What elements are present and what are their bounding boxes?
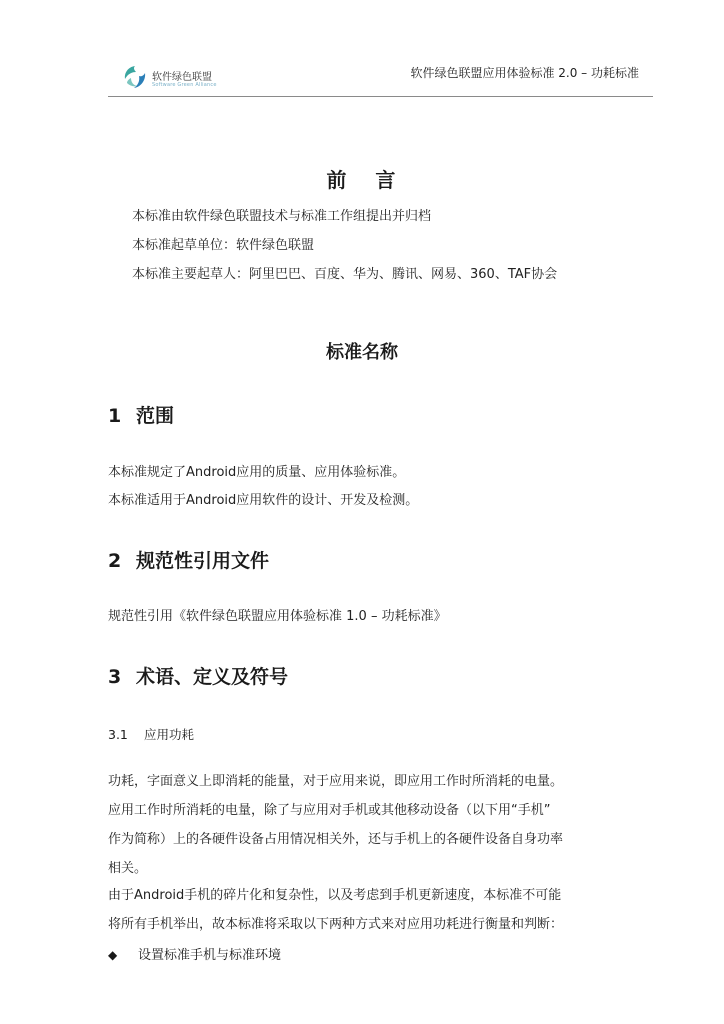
- section-2-line-1: 规范性引用《软件绿色联盟应用体验标准 1.0 – 功耗标准》: [108, 609, 447, 624]
- diamond-bullet-icon: ◆: [108, 948, 118, 962]
- section-3-line-3: 作为简称）上的各硬件设备占用情况相关外，还与手机上的各硬件设备自身功率: [108, 832, 564, 847]
- section-3-line-4: 相关。: [108, 861, 148, 876]
- section-1-title: 范围: [136, 405, 175, 427]
- section-3-title: 术语、定义及符号: [136, 666, 289, 688]
- subsection-3-1-number: 3.1: [108, 727, 128, 742]
- preface-line-3: 本标准主要起草人：阿里巴巴、百度、华为、腾讯、网易、360、TAF协会: [132, 267, 558, 282]
- section-2-number: 2: [108, 550, 122, 572]
- section-3-line-2: 应用工作时所消耗的电量，除了与应用对手机或其他移动设备（以下用“手机”: [108, 803, 551, 818]
- leaf-swirl-icon: [122, 64, 148, 90]
- page-header: [108, 58, 653, 97]
- section-3-line-5: 由于Android手机的碎片化和复杂性，以及考虑到手机更新速度，本标准不可能: [108, 888, 562, 903]
- header-document-title: 软件绿色联盟应用体验标准 2.0 – 功耗标准: [410, 66, 639, 80]
- bullet-item: [108, 944, 281, 963]
- section-3-number: 3: [108, 666, 122, 688]
- section-1-line-2: 本标准适用于Android应用软件的设计、开发及检测。: [108, 493, 419, 508]
- preface-line-1: 本标准由软件绿色联盟技术与标准工作组提出并归档: [132, 209, 432, 224]
- section-2-heading: [108, 546, 269, 573]
- preface-heading: 前 言: [326, 168, 398, 192]
- section-2-title: 规范性引用文件: [136, 550, 270, 572]
- subsection-3-1-title: 应用功耗: [144, 727, 195, 742]
- bullet-item-text: 设置标准手机与标准环境: [138, 948, 282, 963]
- logo-english-name: Software Green Alliance: [152, 82, 217, 88]
- preface-line-2: 本标准起草单位：软件绿色联盟: [132, 238, 315, 253]
- section-3-heading: [108, 662, 288, 689]
- standard-name-heading: 标准名称: [326, 342, 398, 363]
- alliance-logo: [122, 64, 242, 94]
- section-1-line-1: 本标准规定了Android应用的质量、应用体验标准。: [108, 465, 406, 480]
- section-1-number: 1: [108, 405, 122, 427]
- section-3-line-1: 功耗，字面意义上即消耗的能量，对于应用来说，即应用工作时所消耗的电量。: [108, 774, 564, 789]
- logo-chinese-name: 软件绿色联盟: [152, 72, 212, 83]
- subsection-3-1-heading: [108, 725, 194, 743]
- section-1-heading: [108, 401, 174, 428]
- section-3-line-6: 将所有手机举出，故本标准将采取以下两种方式来对应用功耗进行衡量和判断：: [108, 917, 564, 932]
